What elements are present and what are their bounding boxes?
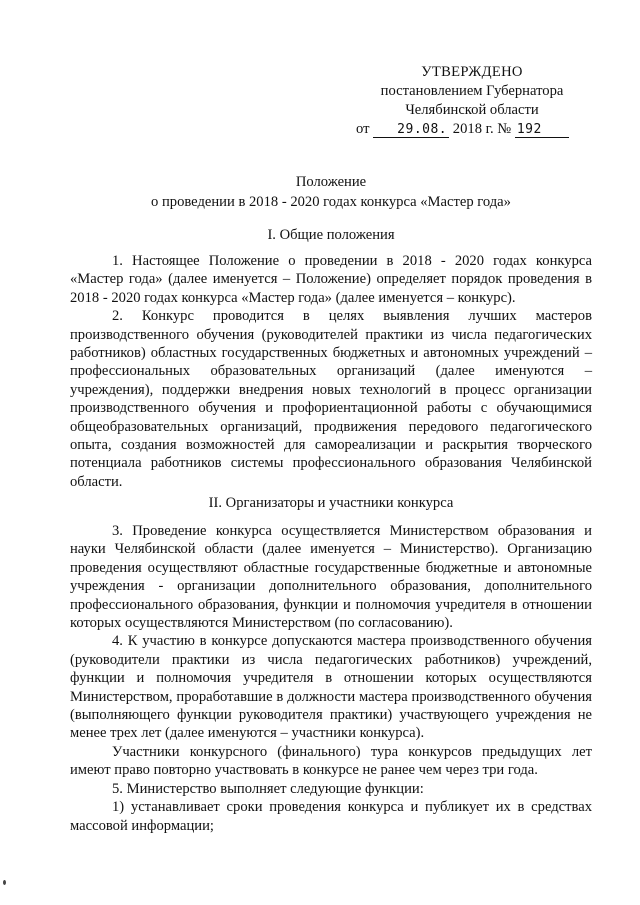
paragraph: 5. Министерство выполняет следующие функции: <box>112 780 424 797</box>
title-line-2: о проведении в 2018 - 2020 годах конкурса «Мастер года» <box>151 194 511 210</box>
paragraph: 1. Настоящее Положение о проведении в 2018 - 2020 годах конкурса «Мастер года» (далее именуется – Положение) определяет порядок проведения в 2018 - 2020 годах конкурса «Мастер года» (далее именуется – конкурс). <box>70 253 592 306</box>
paragraph: 3. Проведение конкурса осуществляется Министерством образования и науки Челябинской области (далее именуется – Министерство). Организацию проведения осуществляют областные государственные бюджетные и автономные учреждения - организации дополнительного образования, дополнительного профессионального образования, функции и полномочия учредителя в отношении которых осуществляются Министерством (по согласованию). <box>70 523 592 632</box>
document-title <box>70 172 592 212</box>
paragraph: 4. К участию в конкурсе допускаются мастера производственного обучения (руководители практики из числа педагогических работников) учреждений, функции и полномочия учредителя в отношении которых осуществляются Министерством, проработавшие в должности мастера производственного обучения (выполняющего функции руководителя практики) участвующего учреждения не менее трех лет (далее именуются – участники конкурса). <box>70 633 592 742</box>
date-prefix: от <box>356 121 370 137</box>
approval-stamp <box>352 63 592 139</box>
paragraph: 2. Конкурс проводится в целях выявления лучших мастеров производственного обучения (руководителей практики из числа педагогических работников) областных государственных бюджетных и автономных учреждений – профессиональных образовательных организаций (далее именуются – учреждения), поддержки внедрения новых технологий в процесс организации производственного обучения и профориентационной работы с обучающимися общеобразовательных организаций, продвижения передового педагогического опыта, создания возможностей для самореализации и раскрытия творческого потенциала работников системы профессионального образования Челябинской области. <box>70 308 592 490</box>
paragraph: 1) устанавливает сроки проведения конкурса и публикует их в средствах массовой информации; <box>70 799 592 834</box>
date-year: 2018 г. № <box>452 121 512 137</box>
section-2-heading: II. Организаторы и участники конкурса <box>208 495 454 511</box>
approval-date-line <box>352 120 592 139</box>
handwritten-date: 29.08. <box>373 122 449 138</box>
approval-line-region: Челябинской области <box>405 102 539 118</box>
paragraph: Участники конкурсного (финального) тура конкурсов предыдущих лет имеют право повторно участвовать в конкурсе не ранее чем через три года. <box>70 743 592 779</box>
handwritten-number: 192 <box>515 122 569 138</box>
title-line-1: Положение <box>295 174 367 190</box>
section-1-body <box>70 252 592 491</box>
scan-speck <box>3 880 6 885</box>
section-2-body <box>70 522 592 835</box>
section-1-heading: I. Общие положения <box>267 227 395 243</box>
approval-line-decree: постановлением Губернатора <box>380 83 564 99</box>
approval-heading: УТВЕРЖДЕНО <box>421 64 523 80</box>
